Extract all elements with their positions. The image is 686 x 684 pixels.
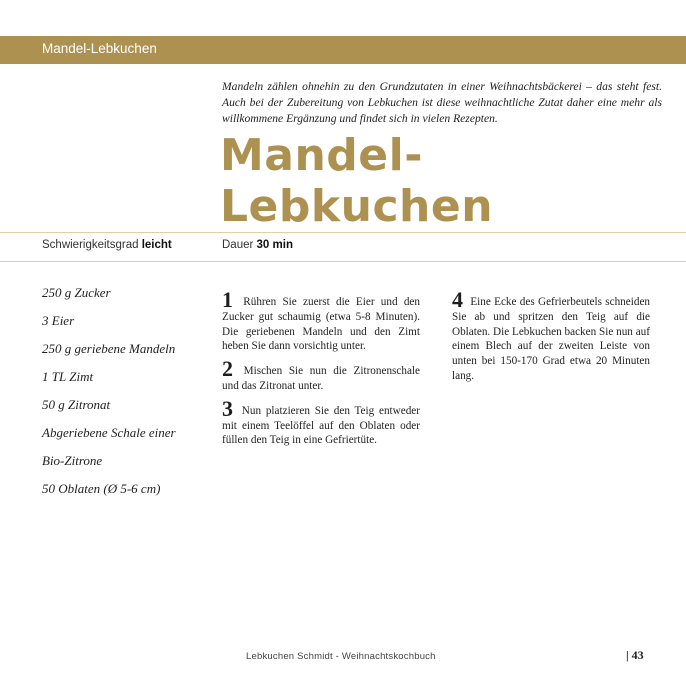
header-bar [0,36,686,64]
step-4 [452,287,651,384]
ingredient-item: 3 Eier [42,313,75,328]
intro-text: Mandeln zählen ohnehin zu den Grundzutaten in einer Weihnachtsbäckerei – das steht fest. Auch bei der Zubereitung von Lebkuchen ist diese weihnachtliche Zutat daher eine mehr als willkommene Ergänzung und findet sich in vielen Rezepten. [222,80,662,125]
page-number: | 43 [626,648,644,662]
difficulty-value: leicht [141,239,172,251]
ingredient-item: Bio-Zitrone [42,453,103,468]
divider-top [0,232,686,233]
step-number: 3 [222,395,233,421]
step-text: Mischen Sie nun die Zitronenschale und das Zitronat unter. [222,365,421,392]
step-text: Nun platzieren Sie den Teig entweder mit einem Teelöffel auf den Oblaten oder füllen den Teig in eine Gefriertüte. [222,404,420,447]
header-title: Mandel-Lebkuchen [42,41,157,56]
duration-label: Dauer [222,239,254,251]
divider-bottom [0,261,686,262]
ingredient-item: 1 TL Zimt [42,369,94,384]
step-1 [222,287,420,354]
ingredient-item: 50 g Zitronat [42,397,111,412]
step-3 [222,395,420,448]
step-text: Eine Ecke des Gefrierbeutels schneiden Sie ab und spritzen den Teig auf die Oblaten. Die Lebkuchen backen Sie nun auf einem Blech auf der zweiten Leiste von unten bei 150-170 Grad etwa 20 Minuten lang. [452,296,651,382]
footer-book-title: Lebkuchen Schmidt - Weihnachtskochbuch [246,651,436,662]
step-number: 4 [452,287,463,312]
step-number: 1 [222,287,233,312]
difficulty-label: Schwierigkeitsgrad [42,239,139,251]
difficulty [42,239,172,251]
step-2 [222,356,421,394]
ingredient-item: 50 Oblaten (Ø 5-6 cm) [42,481,161,496]
ingredient-item: 250 g geriebene Mandeln [42,341,176,356]
ingredient-list [42,283,176,507]
steps-column-right [452,287,651,392]
duration-value: 30 min [256,239,293,251]
ingredient-item: 250 g Zucker [42,285,111,300]
step-number: 2 [222,356,233,382]
ingredient-item: Abgeriebene Schale einer [42,425,176,440]
duration [222,239,293,251]
recipe-title: Mandel-Lebkuchen [220,130,494,232]
steps-column-left [222,287,421,456]
step-text: Rühren Sie zuerst die Eier und den Zucker gut schaumig (etwa 5-8 Minuten). Die geriebenen Mandeln und den Zimt heben Sie dann vorsichtig unter. [222,296,420,353]
